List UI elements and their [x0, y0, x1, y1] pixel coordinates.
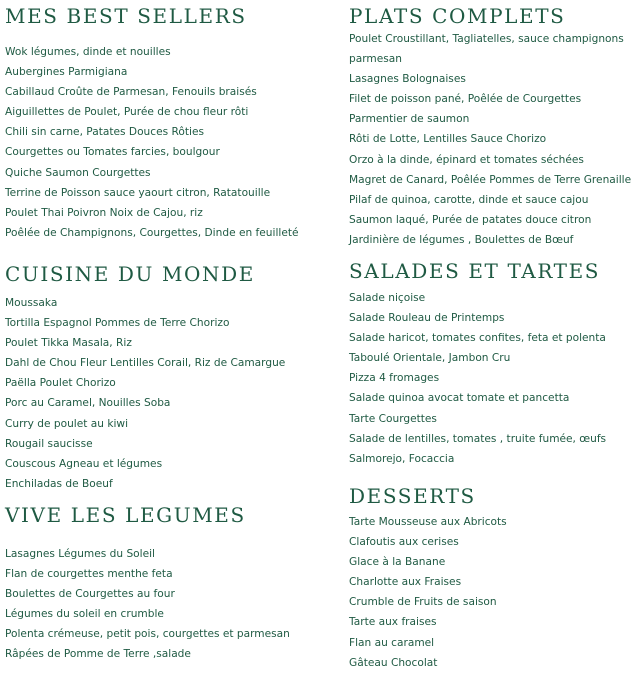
menu-item: Charlotte aux Fraises: [349, 576, 462, 589]
menu-item: Légumes du soleil en crumble: [5, 608, 164, 621]
menu-item: Lasagnes Bolognaises: [349, 73, 466, 86]
menu-item: Filet de poisson pané, Poêlée de Courgettes: [349, 93, 582, 106]
vive-legumes-title: VIVE LES LEGUMES: [5, 503, 246, 527]
menu-item: Lasagnes Légumes du Soleil: [5, 548, 156, 560]
menu-item: Tarte Mousseuse aux Abricots: [349, 516, 507, 528]
salades-tartes-list: [349, 288, 631, 469]
menu-item: Poêlée de Champignons, Courgettes, Dinde en feuilleté: [5, 226, 299, 239]
menu-item: Paëlla Poulet Chorizo: [5, 377, 116, 390]
menu-item: Porc au Caramel, Nouilles Soba: [5, 397, 171, 410]
menu-item: Couscous Agneau et légumes: [5, 457, 163, 470]
menu-item: Salade de lentilles, tomates , truite fumée, œufs: [349, 432, 607, 445]
cuisine-monde-list: [5, 293, 325, 494]
menu-item: Parmentier de saumon: [349, 113, 470, 126]
plats-complets-list: [349, 29, 631, 250]
menu-item: Cabillaud Croûte de Parmesan, Fenouils braisés: [5, 86, 257, 99]
menu-item: Dahl de Chou Fleur Lentilles Corail, Riz de Camargue: [5, 357, 286, 370]
menu-item: Pilaf de quinoa, carotte, dinde et sauce cajou: [349, 193, 589, 206]
cuisine-monde-section: [5, 262, 325, 494]
menu-item: Tarte aux fraises: [349, 616, 437, 629]
menu-item: Enchiladas de Boeuf: [5, 477, 113, 490]
menu-item: Aubergines Parmigiana: [5, 66, 128, 79]
desserts-title: DESSERTS: [349, 484, 476, 508]
menu-item: Rôti de Lotte, Lentilles Sauce Chorizo: [349, 133, 547, 146]
best-sellers-list: [5, 42, 325, 243]
menu-item: Courgettes ou Tomates farcies, boulgour: [5, 146, 220, 159]
menu-item: Salade quinoa avocat tomate et pancetta: [349, 392, 570, 405]
menu-item: Jardinière de légumes , Boulettes de Bœuf: [349, 233, 574, 246]
menu-item: Flan de courgettes menthe feta: [5, 568, 173, 581]
menu-item: Salade haricot, tomates confites, feta et polenta: [349, 332, 606, 345]
menu-item: Râpées de Pomme de Terre ,salade: [5, 648, 191, 661]
menu-item: Poulet Tikka Masala, Riz: [5, 337, 132, 350]
best-sellers-section: [5, 4, 325, 243]
menu-item: Clafoutis aux cerises: [349, 536, 459, 549]
menu-item: Poulet Croustillant, Tagliatelles, sauce champignons parmesan: [349, 33, 624, 66]
plats-complets-title: PLATS COMPLETS: [349, 4, 566, 28]
cuisine-monde-title: CUISINE DU MONDE: [5, 262, 255, 286]
menu-item: Salmorejo, Focaccia: [349, 452, 455, 465]
menu-item: Crumble de Fruits de saison: [349, 596, 497, 609]
menu-item: Quiche Saumon Courgettes: [5, 166, 151, 179]
vive-legumes-section: [5, 503, 325, 665]
menu-item: Tortilla Espagnol Pommes de Terre Chorizo: [5, 317, 230, 330]
menu-item: Boulettes de Courgettes au four: [5, 588, 175, 601]
menu-item: Flan au caramel: [349, 636, 435, 649]
menu-item: Saumon laqué, Purée de patates douce citron: [349, 213, 592, 226]
menu-item: Glace à la Banane: [349, 556, 446, 569]
desserts-list: [349, 512, 631, 673]
menu-item: Orzo à la dinde, épinard et tomates séchées: [349, 153, 584, 166]
menu-item: Wok légumes, dinde et nouilles: [5, 46, 171, 58]
salades-tartes-section: [349, 259, 631, 469]
menu-item: Salade niçoise: [349, 292, 426, 304]
menu-item: Aiguillettes de Poulet, Purée de chou fleur rôti: [5, 106, 249, 119]
menu-item: Pizza 4 fromages: [349, 372, 440, 385]
desserts-section: [349, 484, 631, 673]
menu-item: Curry de poulet au kiwi: [5, 417, 129, 430]
menu-item: Terrine de Poisson sauce yaourt citron, Ratatouille: [5, 186, 271, 199]
best-sellers-title: MES BEST SELLERS: [5, 4, 247, 28]
menu-item: Gâteau Chocolat: [349, 656, 438, 669]
menu-item: Magret de Canard, Poêlée Pommes de Terre Grenaille: [349, 173, 632, 186]
salades-tartes-title: SALADES ET TARTES: [349, 259, 601, 283]
menu-item: Rougail saucisse: [5, 437, 93, 450]
plats-complets-section: [349, 4, 631, 250]
menu-item: Poulet Thai Poivron Noix de Cajou, riz: [5, 206, 203, 219]
menu-item: Polenta crémeuse, petit pois, courgettes et parmesan: [5, 628, 290, 641]
menu-item: Tarte Courgettes: [349, 412, 437, 425]
menu-item: Salade Rouleau de Printemps: [349, 312, 505, 325]
vive-legumes-list: [5, 544, 325, 665]
menu-item: Chili sin carne, Patates Douces Rôties: [5, 126, 204, 139]
menu-item: Moussaka: [5, 297, 58, 309]
menu-item: Taboulé Orientale, Jambon Cru: [349, 352, 511, 365]
